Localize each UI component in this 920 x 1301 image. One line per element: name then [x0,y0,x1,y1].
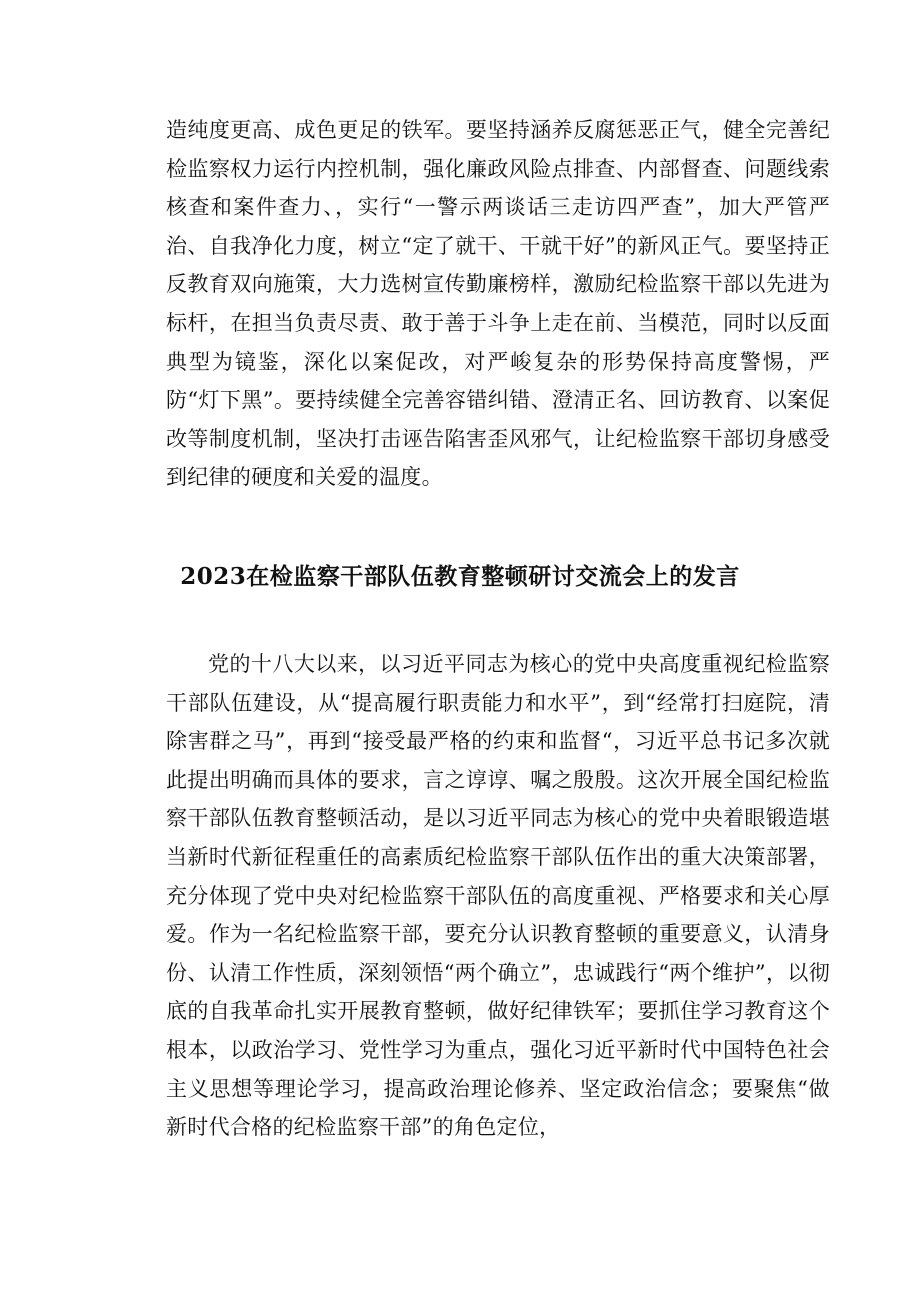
body-paragraph-continued: 造纯度更高、成色更足的铁军。要坚持涵养反腐惩恶正气，健全完善纪检监察权力运行内控机制，强化廉政风险点排查、内部督查、问题线索核查和案件查力、，实行“一警示两谈话三走访四严查”，加大严管严治、自我净化力度，树立“定了就干、干就干好”的新风正气。要坚持正反教育双向施策，大力选树宣传勤廉榜样，激励纪检监察干部以先进为标杆，在担当负责尽责、敢于善于斗争上走在前、当模范，同时以反面典型为镜鉴，深化以案促改，对严峻复杂的形势保持高度警惕，严防“灯下黑”。要持续健全完善容错纠错、澄清正名、回访教育、以案促改等制度机制，坚决打击诬告陷害歪风邪气，让纪检监察干部切身感受到纪律的硬度和关爱的温度。 [166,118,830,490]
body-paragraph: 党的十八大以来，以习近平同志为核心的党中央高度重视纪检监察干部队伍建设，从“提高履行职责能力和水平”，到“经常打扫庭院，清除害群之马”，再到“接受最严格的约束和监督“，习近平总书记多次就此提出明确而具体的要求，言之谆谆、嘱之殷殷。这次开展全国纪检监察干部队伍教育整顿活动，是以习近平同志为核心的党中央着眼锻造堪当新时代新征程重任的高素质纪检监察干部队伍作出的重大决策部署，充分体现了党中央对纪检监察干部队伍的高度重视、严格要求和关心厚爱。作为一名纪检监察干部，要充分认识教育整顿的重要意义，认清身份、认清工作性质，深刻领悟“两个确立”，忠诚践行“两个维护”，以彻底的自我革命扎实开展教育整顿，做好纪律铁军；要抓住学习教育这个根本，以政治学习、党性学习为重点，强化习近平新时代中国特色社会主义思想等理论学习，提高政治理论修养、坚定政治信念；要聚焦“做新时代合格的纪检监察干部”的角色定位， [166,652,830,1140]
section-heading: 2023在检监察干部队伍教育整顿研讨交流会上的发言 [180,563,740,590]
